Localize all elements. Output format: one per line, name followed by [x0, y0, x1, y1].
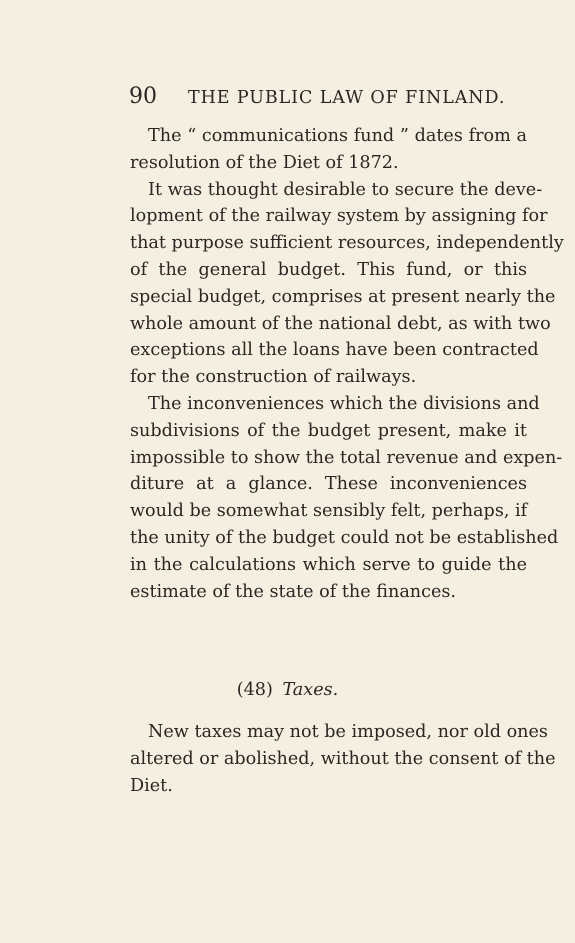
text-line: in the calculations which serve to guide the [130, 554, 527, 575]
text-line: diture at a glance. These inconveniences [130, 474, 527, 495]
running-head [129, 84, 529, 110]
text-line: exceptions all the loans have been contracted [130, 340, 539, 361]
text-line: would be somewhat sensibly felt, perhaps, if [130, 501, 528, 522]
running-title: THE PUBLIC LAW OF FINLAND. [188, 88, 506, 108]
section-title: Taxes. [282, 680, 339, 700]
text-line: of the general budget. This fund, or this [130, 259, 527, 280]
text-line: for the construction of railways. [130, 367, 417, 388]
text-line: It was thought desirable to secure the deve- [148, 179, 543, 200]
text-line: lopment of the railway system by assigning for [130, 206, 548, 227]
text-line: that purpose sufficient resources, independently [130, 233, 564, 254]
text-line: altered or abolished, without the consent of the [130, 748, 556, 769]
text-line: New taxes may not be imposed, nor old ones [148, 722, 548, 742]
text-line: subdivisions of the budget present, make it [130, 420, 527, 441]
text-line: Diet. [130, 775, 173, 796]
text-line: resolution of the Diet of 1872. [130, 152, 399, 173]
body-text [130, 123, 564, 605]
text-line: whole amount of the national debt, as with two [130, 313, 551, 334]
text-line: impossible to show the total revenue and expen- [130, 447, 563, 468]
text-line: The inconveniences which the divisions and [148, 393, 540, 414]
section-number: (48) [236, 680, 273, 700]
text-line: special budget, comprises at present nearly the [130, 286, 556, 307]
section-heading [0, 678, 575, 702]
text-line: The “ communications fund ” dates from a [148, 126, 527, 146]
text-line: the unity of the budget could not be established [130, 527, 559, 548]
section-text [130, 719, 556, 799]
text-line: estimate of the state of the finances. [130, 581, 457, 602]
page-number: 90 [129, 84, 157, 109]
